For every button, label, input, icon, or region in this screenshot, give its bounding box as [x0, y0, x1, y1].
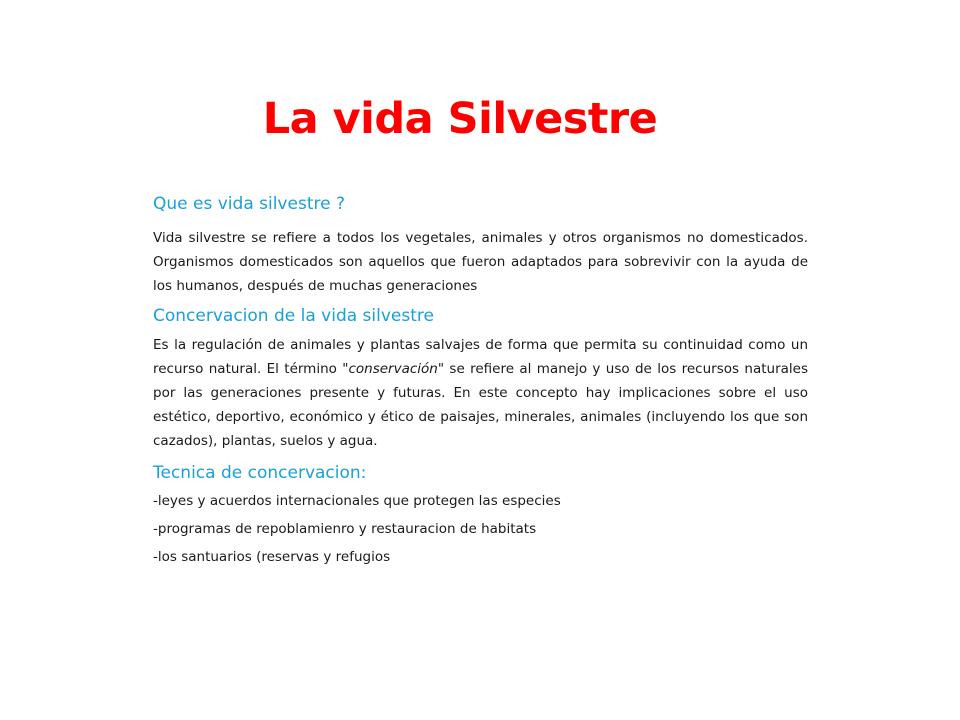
technique-item: -los santuarios (reservas y refugios — [153, 549, 391, 566]
section-text-what-is-wildlife: Vida silvestre se refiere a todos los vegetales, animales y otros organismos no domesticados. Organismos domesticados son aquellos que fueron adaptados para sobrevivir con la ayuda de los humanos, después de muchas generaciones — [153, 230, 808, 295]
section-heading-what-is-wildlife: Que es vida silvestre ? — [153, 194, 345, 214]
slide-title: La vida Silvestre — [262, 94, 658, 144]
section-heading-conservation: Concervacion de la vida silvestre — [153, 306, 434, 327]
conservation-term: conservación — [348, 360, 438, 377]
technique-item: -programas de repoblamienro y restauracion de habitats — [153, 521, 537, 538]
slide-content — [153, 190, 808, 569]
technique-item: -leyes y acuerdos internacionales que protegen las especies — [153, 493, 561, 510]
section-heading-techniques: Tecnica de concervacion: — [153, 462, 367, 483]
conservation-text-part-2: " se refiere al manejo y uso de los recursos naturales por las generaciones presente y futuras. En este concepto hay implicaciones sobre el uso estético, deportivo, económico y ético de paisajes, minerales, animales (incluyendo los que son cazados), plantas, suelos y agua. — [153, 360, 808, 449]
section-text-conservation — [153, 333, 808, 453]
conservation-text-part-1: Es la regulación de animales y plantas salvajes de forma que permita su continuidad como un recurso natural. El término " — [153, 336, 808, 377]
